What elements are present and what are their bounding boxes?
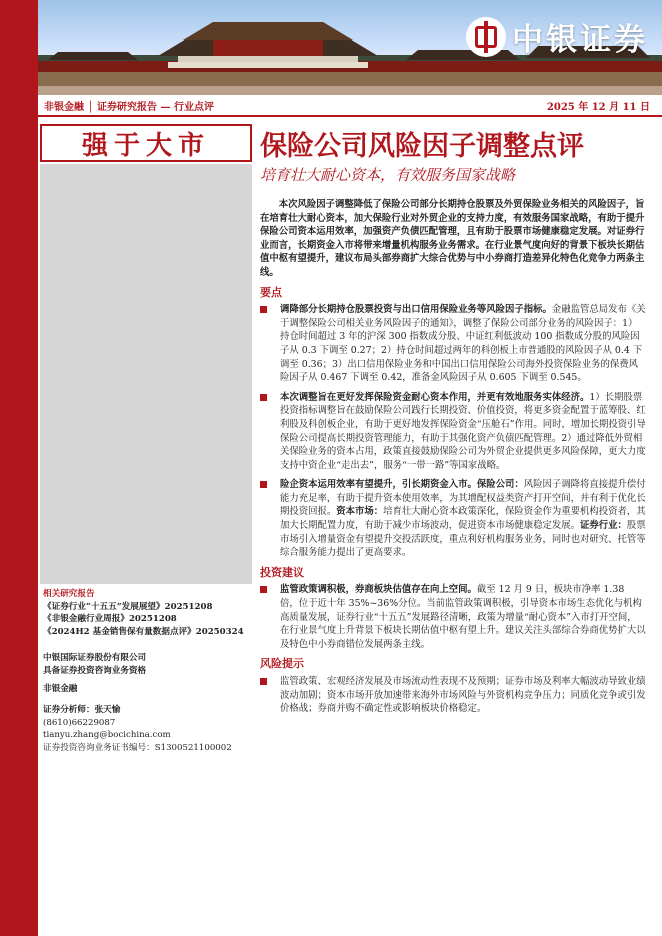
page-title: 保险公司风险因子调整点评 bbox=[260, 131, 584, 162]
risk-heading: 风险提示 bbox=[260, 657, 304, 671]
bank-of-china-logo-icon bbox=[466, 17, 506, 57]
report-header-bar bbox=[38, 95, 662, 117]
key-point-lead: 本次调整旨在更好发挥保险资金耐心资本作用，并更有效地服务实体经济。 bbox=[280, 391, 590, 403]
investment-body: 截至 12 月 9 日，板块市净率 1.38 倍，位于近十年 35%~36%分位。当前监管政策调积极，引导资本市场生态优化与机构高质量发展，证券行业“十五五”发展路径清晰，政策为增量“耐心资本”入市打开空间，在行业景气度上升背景下板块长期估值中枢有望上升。建议关注头部综合券商优势扩大以及特色中小券商错位发展两条主线。 bbox=[280, 584, 646, 650]
key-point-lead: 险企资本运用效率有望提升，引长期资金入市。保险公司： bbox=[280, 479, 524, 491]
bullet-square-icon bbox=[260, 586, 267, 593]
risk-point bbox=[260, 675, 646, 716]
bullet-square-icon bbox=[260, 481, 267, 488]
brand-logo bbox=[466, 14, 648, 59]
analyst-email[interactable]: tianyu.zhang@bocichina.com bbox=[43, 730, 171, 740]
key-point-3 bbox=[260, 478, 646, 560]
key-point-body: 培育壮大耐心资本政策深化，保险资金作为重要机构投资者，其加大长期配置力度，有助于减少市场波动，促进资本市场健康稳定发展。 bbox=[280, 506, 646, 532]
risk-body: 监管政策、宏观经济发展及市场流动性表现不及预期；证券市场及利率大幅波动导致业绩波动加剧；资本市场开放加速带来海外市场风险与外资机构竞争压力；同质化竞争或引发价格战；券商并购不确定性或影响板块价格稳定。 bbox=[280, 676, 646, 715]
breadcrumb: 非银金融 │ 证券研究报告 — 行业点评 bbox=[44, 102, 214, 113]
bullet-square-icon bbox=[260, 678, 267, 685]
main-content bbox=[260, 198, 646, 722]
key-point-body: 风险因子调降将直接提升偿付能力充足率，有助于提升资本使用效率，为其增配权益类资产打开空间，并有利于优化长期投资回报。 bbox=[280, 479, 646, 518]
key-point-body: 金融监管总局发布《关于调整保险公司相关业务风险因子的通知》，调整了保险公司部分业务的风险因子：1）持仓时间超过 3 年的沪深 300 指数成分股、中证红利低波动 100 指数成分股的风险因子从 0.3 下调至 0.27；2）持仓时间超过两年的科创板上市普通股的风险因子从 0.4 下调至 0.36；3）出口信用保险业务和中国出口信用保险公司海外投资保险业务的保费风险因子从 0.467 下调至 0.42，准备金风险因子从 0.605 下调至 0.545。 bbox=[280, 304, 646, 384]
investment-point bbox=[260, 583, 646, 651]
related-report-link[interactable]: 《非银金融行业周报》20251208 bbox=[43, 614, 177, 624]
left-red-bar bbox=[0, 0, 38, 936]
key-points-heading: 要点 bbox=[260, 285, 282, 299]
key-point-body: 股票市场引入增量资金有望提升交投活跃度，重点利好机构服务业务，同时也对研究、托管等综合服务能力提出了更高要求。 bbox=[280, 520, 646, 559]
analyst-phone: (8610)66229087 bbox=[43, 717, 116, 728]
key-point-body: 1）长期股票投资指标调整旨在鼓励保险公司践行长期投资、价值投资，将更多资金配置于蓝筹股、红利股及科创板企业，有助于更好地发挥保险资金“压舱石”作用。同时，增加长期投资引导保险公司提高长期投资管理能力，有助于其强化资产负债匹配管理。2）通过降低外贸相关保险业务的资本占用，政策直接鼓励保险公司为外贸企业提供更多风险保障，更大力度支持中资企业“走出去”，服务“一带一路”等国家战略。 bbox=[280, 391, 646, 471]
brand-name: 中银证券 bbox=[512, 22, 648, 58]
related-report-link[interactable]: 《2024H2 基金销售保有量数据点评》20250324 bbox=[43, 626, 244, 637]
related-reports-heading: 相关研究报告 bbox=[43, 589, 95, 599]
investment-lead: 监管政策调积极，券商板块估值存在向上空间。 bbox=[280, 584, 477, 596]
key-point-2 bbox=[260, 391, 646, 473]
key-point-lead: 资本市场： bbox=[336, 506, 384, 518]
company-qualification: 具备证券投资咨询业务资格 bbox=[43, 665, 147, 676]
header-banner bbox=[38, 0, 662, 95]
sector-label: 非银金融 bbox=[43, 684, 78, 694]
analyst-info bbox=[43, 704, 253, 754]
report-date: 2025 年 12 月 11 日 bbox=[546, 102, 650, 113]
bullet-square-icon bbox=[260, 306, 267, 313]
analyst-certificate: 证券投资咨询业务证书编号：S1300521100002 bbox=[43, 742, 232, 753]
company-name: 中银国际证券股份有限公司 bbox=[43, 653, 147, 663]
rating-badge: 强于大市 bbox=[40, 124, 252, 162]
investment-heading: 投资建议 bbox=[260, 565, 304, 579]
company-info bbox=[43, 652, 253, 696]
page-subtitle: 培育壮大耐心资本，有效服务国家战略 bbox=[260, 166, 516, 184]
key-point-lead: 证券行业： bbox=[580, 520, 627, 532]
key-point-lead: 调降部分长期持仓股票投资与出口信用保险业务等风险因子指标。 bbox=[280, 304, 552, 316]
key-point-1 bbox=[260, 303, 646, 385]
sidebar-panel bbox=[40, 164, 252, 584]
related-reports bbox=[43, 588, 253, 638]
summary-paragraph: 本次风险因子调整降低了保险公司部分长期持仓股票及外贸保险业务相关的风险因子，旨在培育壮大耐心资本，加大保险行业对外贸企业的支持力度，有效服务国家战略，有助于提升保险公司资本运用效率，加强资产负债匹配管理，且有助于股票市场健康稳定发展。对证券行业而言，长期资金入市将带来增量机构服务业务需求。在行业景气度向好的背景下板块长期估值中枢有望提升，建议布局头部券商扩大综合优势与中小券商打造差异化特色化竞争力两条主线。 bbox=[260, 199, 645, 278]
analyst-name: 证券分析师：张天愉 bbox=[43, 705, 121, 715]
related-report-link[interactable]: 《证券行业“十五五”发展展望》20251208 bbox=[43, 601, 213, 612]
bullet-square-icon bbox=[260, 394, 267, 401]
